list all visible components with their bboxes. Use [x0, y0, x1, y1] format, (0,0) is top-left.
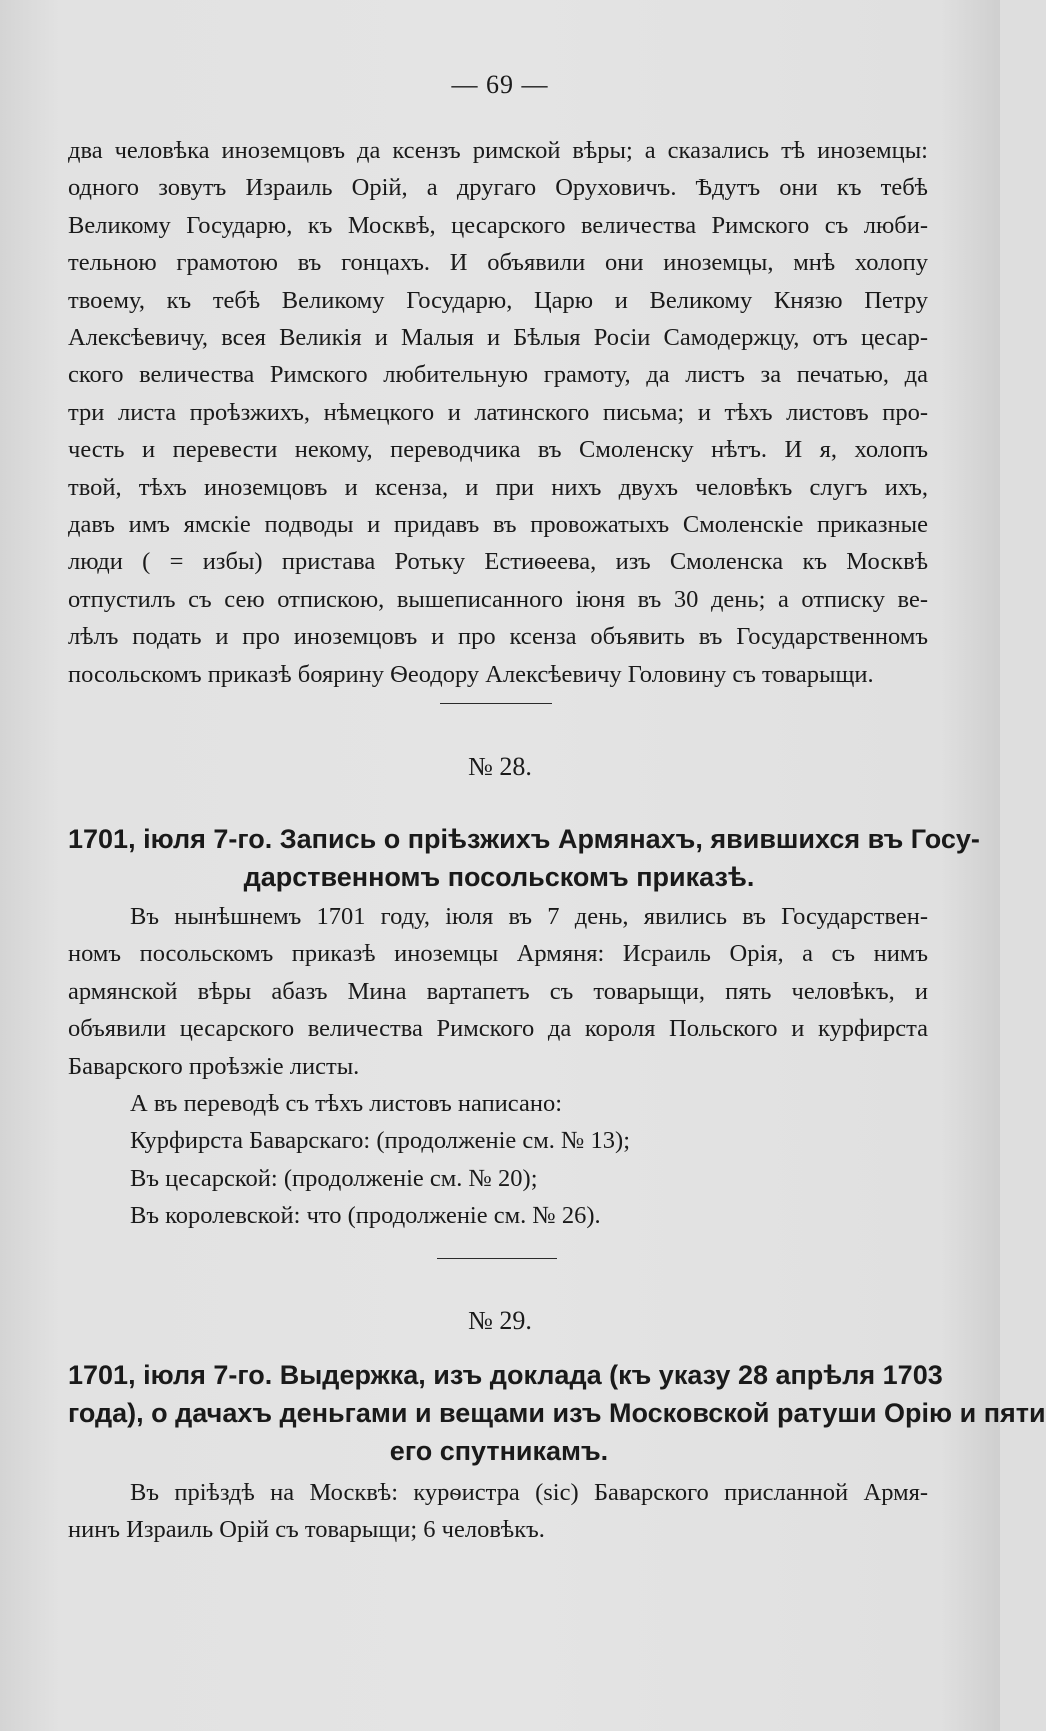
text-line: Курфирста Баварскаго: (продолженіе см. № 13); — [130, 1127, 631, 1155]
text-line: Въ пріѣздѣ на Москвѣ: курѳистра (sic) Баварского присланной Армя- — [130, 1479, 928, 1506]
text-line: нинъ Израиль Орій съ товарыщи; 6 человѣкъ. — [68, 1516, 545, 1544]
section-divider — [437, 1258, 557, 1259]
heading-line: 1701, іюля 7-го. Запись о пріѣзжихъ Армянахъ, явившихся въ Госу- — [68, 824, 980, 854]
text-line: твоему, къ тебѣ Великому Государю, Царю и Великому Князю Петру — [68, 286, 928, 314]
text-line: тельною грамотою въ гонцахъ. И объявили они иноземцы, мнѣ холопу — [68, 249, 928, 277]
text-line: три листа проѣзжихъ, нѣмецкого и латинского письма; и тѣхъ листовъ про- — [68, 398, 928, 426]
text-line: Въ нынѣшнемъ 1701 году, іюля въ 7 день, явились въ Государствен- — [130, 903, 928, 930]
text-line: одного зовутъ Израиль Орій, а другаго Оруховичъ. Ѣдутъ они къ тебѣ — [68, 174, 928, 202]
text-line: отпустилъ съ сею отпискою, вышеписанного іюня въ 30 день; а отписку ве- — [68, 585, 928, 613]
page-number: — 69 — — [451, 70, 549, 99]
text-line: объявили цесарского величества Римского да короля Польского и курфирста — [68, 1015, 928, 1043]
document-number-29: № 29. — [468, 1306, 532, 1335]
document-29-heading — [68, 1356, 1046, 1470]
text-line: давъ имъ ямскіе подводы и придавъ въ провожатыхъ Смоленскіе приказные — [68, 511, 928, 539]
document-28-heading — [68, 820, 980, 896]
text-line: А въ переводѣ съ тѣхъ листовъ написано: — [130, 1090, 563, 1118]
document-number-28: № 28. — [468, 752, 532, 781]
heading-line: года), о дачахъ деньгами и вещами изъ Московской ратуши Орію и пяти — [68, 1398, 1046, 1428]
text-line: Великому Государю, къ Москвѣ, цесарского величества Римского съ люби- — [68, 211, 928, 239]
text-line: Алексѣевичу, всея Великія и Малыя и Бѣлыя Росіи Самодержцу, отъ цесар- — [68, 324, 928, 352]
document-29-body — [68, 1474, 928, 1549]
heading-line: его спутникамъ. — [389, 1436, 609, 1466]
text-line: лѣлъ подать и про иноземцовъ и про ксенза объявить въ Государственномъ — [68, 623, 928, 651]
text-line: твой, тѣхъ иноземцовъ и ксенза, и при нихъ двухъ человѣкъ слугъ ихъ, — [68, 473, 928, 501]
text-line: люди ( = избы) пристава Ротьку Естиѳеева, изъ Смоленска къ Москвѣ — [68, 548, 928, 576]
text-line: ского величества Римского любительную грамоту, да листъ за печатью, да — [68, 361, 928, 389]
text-line: честь и перевести некому, переводчика въ Смоленску нѣтъ. И я, холопъ — [68, 436, 928, 464]
text-line: номъ посольскомъ приказѣ иноземцы Армяня: Исраиль Орія, а съ нимъ — [68, 940, 928, 968]
text-line: два человѣка иноземцовъ да ксензъ римской вѣры; а сказались тѣ иноземцы: — [68, 137, 928, 164]
text-line: посольскомъ приказѣ боярину Ѳеодору Алексѣевичу Головину съ товарыщи. — [68, 660, 874, 688]
text-line: Баварского проѣзжіе листы. — [68, 1052, 360, 1080]
section1-paragraph — [68, 132, 928, 693]
heading-line: дарственномъ посольскомъ приказѣ. — [243, 862, 755, 892]
section-divider — [440, 703, 552, 704]
text-line: армянской вѣры абазъ Мина вартапетъ съ товарыщи, пять человѣкъ, и — [68, 977, 928, 1005]
document-28-body — [68, 898, 928, 1235]
heading-line: 1701, іюля 7-го. Выдержка, изъ доклада (къ указу 28 апрѣля 1703 — [68, 1360, 943, 1390]
text-line: Въ цесарской: (продолженіе см. № 20); — [130, 1164, 538, 1192]
text-line: Въ королевской: что (продолженіе см. № 26). — [130, 1202, 601, 1230]
